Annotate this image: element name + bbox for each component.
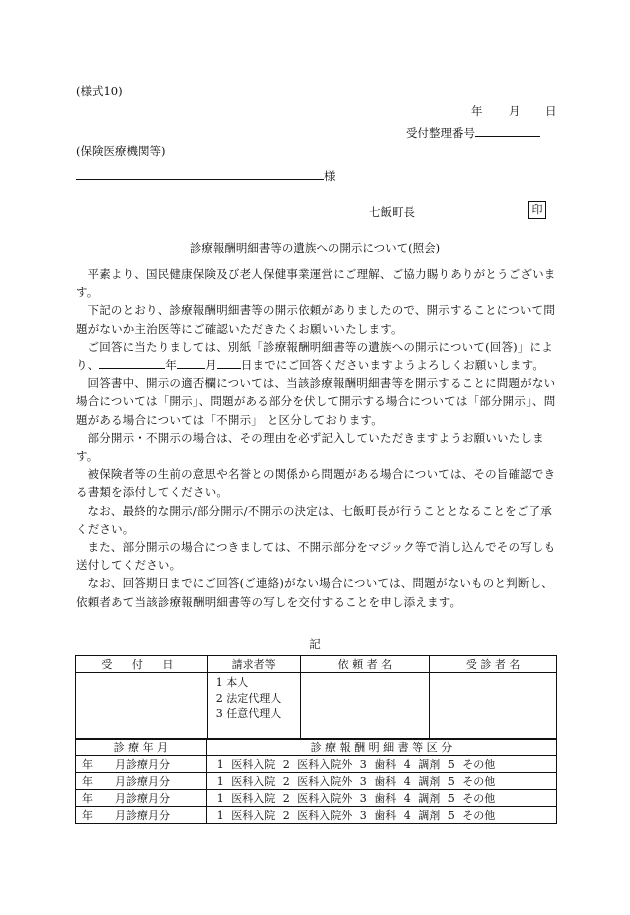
addressee-org: (保険医療機関等) — [76, 144, 166, 158]
paragraph-1: 平素より、国民健康保険及び老人保健事業運営にご理解、ご協力賜りありがとうございます。 — [76, 267, 556, 300]
paragraph-5: 部分開示・不開示の場合は、その理由を必ず記入していただきますようお願いいたします。 — [76, 430, 544, 464]
deadline-day-blank — [217, 356, 241, 369]
category-options-cell[interactable]: 1 医科入院 2 医科入院外 3 歯科 4 調剤 5 その他 — [206, 773, 556, 790]
deadline-month-blank — [177, 356, 205, 369]
paragraph-6: 被保険者等の生前の意思や名誉との関係から問題がある場合については、その旨確認できる書類を添付してください。 — [76, 467, 556, 500]
form-id: (様式10) — [76, 84, 123, 98]
request-table-header — [76, 656, 557, 673]
document-title: 診療報酬明細書等の遺族への開示について(照会) — [189, 241, 441, 255]
header-reception-date: 受 付 日 — [76, 656, 208, 673]
patient-name-cell[interactable] — [430, 673, 557, 740]
receipt-number-blank — [475, 124, 540, 137]
date-day-label: 日 — [545, 104, 557, 118]
deadline-year-label: 年 — [165, 358, 178, 373]
addressee-line — [76, 167, 336, 183]
deadline-year-blank — [99, 356, 165, 369]
request-table-row — [76, 673, 557, 740]
paragraph-3 — [76, 338, 559, 374]
request-table — [75, 655, 557, 740]
category-options-cell[interactable]: 1 医科入院 2 医科入院外 3 歯科 4 調剤 5 その他 — [206, 807, 556, 824]
receipt-number-label: 受付整理番号 — [406, 126, 475, 140]
requester-options — [207, 673, 300, 740]
paragraph-4: 回答書中、開示の適否欄については、当該診療報酬明細書等を開示することに問題がない場合については「開示」、問題がある部分を伏して開示する場合については「部分開示」、問題がある場合については「不開示」 と区分しております。 — [76, 376, 556, 427]
paragraph-8: また、部分開示の場合につきましては、不開示部分をマジック等で消し込んでその写しも送付してください。 — [76, 540, 556, 573]
paragraph-2: 下記のとおり、診療報酬明細書等の開示依頼がありましたので、開示することについて問題がないか主治医等にご確認いただきたくお願いいたします。 — [76, 303, 556, 336]
client-name-cell[interactable] — [300, 673, 430, 740]
requester-option[interactable]: 2 法定代理人 — [215, 691, 282, 705]
reception-date-cell[interactable] — [76, 673, 208, 740]
paragraph-7: なお、最終的な開示/部分開示/不開示の決定は、七飯町長が行うこととなることをご了承ください。 — [76, 503, 552, 536]
header-requester: 請求者等 — [207, 656, 300, 673]
category-options-cell[interactable]: 1 医科入院 2 医科入院外 3 歯科 4 調剤 5 その他 — [206, 790, 556, 807]
paragraph-3-part-b: 日までにご回答くださいますようよろしくお願いします。 — [240, 358, 545, 373]
treatment-table-header — [76, 739, 557, 756]
table-row — [76, 756, 557, 773]
seal-mark: 印 — [528, 201, 546, 219]
category-options-cell[interactable]: 1 医科入院 2 医科入院外 3 歯科 4 調剤 5 その他 — [206, 756, 556, 773]
date-year-label: 年 — [471, 104, 483, 118]
receipt-number — [406, 124, 540, 140]
addressee-blank — [76, 167, 324, 180]
ki-heading: 記 — [309, 637, 321, 651]
honorific: 様 — [324, 169, 336, 183]
table-row — [76, 773, 557, 790]
paragraph-9: なお、回答期日までにご回答(ご連絡)がない場合については、問題がないものと判断し、依頼者あて当該診療報酬明細書等の写しを交付することを申し添えます。 — [76, 576, 553, 609]
body-text — [76, 265, 559, 611]
header-statement-category: 診 療 報 酬 明 細 書 等 区 分 — [206, 739, 556, 756]
header-treatment-month: 診 療 年 月 — [76, 739, 207, 756]
treatment-month-cell[interactable]: 年 月診療月分 — [76, 790, 207, 807]
header-patient-name: 受 診 者 名 — [430, 656, 557, 673]
paragraph-3-part-a: ご回答に当たりましては、別紙「診療報酬明細書等の遺族への開示について(回答)」により、 — [76, 339, 553, 373]
table-row — [76, 790, 557, 807]
requester-option[interactable]: 3 任意代理人 — [215, 707, 282, 720]
treatment-month-cell[interactable]: 年 月診療月分 — [76, 756, 207, 773]
header-client-name: 依 頼 者 名 — [300, 656, 430, 673]
treatment-month-cell[interactable]: 年 月診療月分 — [76, 773, 207, 790]
deadline-month-label: 月 — [205, 358, 217, 373]
table-row — [76, 807, 557, 824]
treatment-table — [75, 738, 557, 824]
requester-option[interactable]: 1 本人 — [215, 676, 249, 689]
treatment-month-cell[interactable]: 年 月診療月分 — [76, 807, 207, 824]
date-month-label: 月 — [509, 104, 521, 118]
sender-name: 七飯町長 — [369, 205, 415, 219]
